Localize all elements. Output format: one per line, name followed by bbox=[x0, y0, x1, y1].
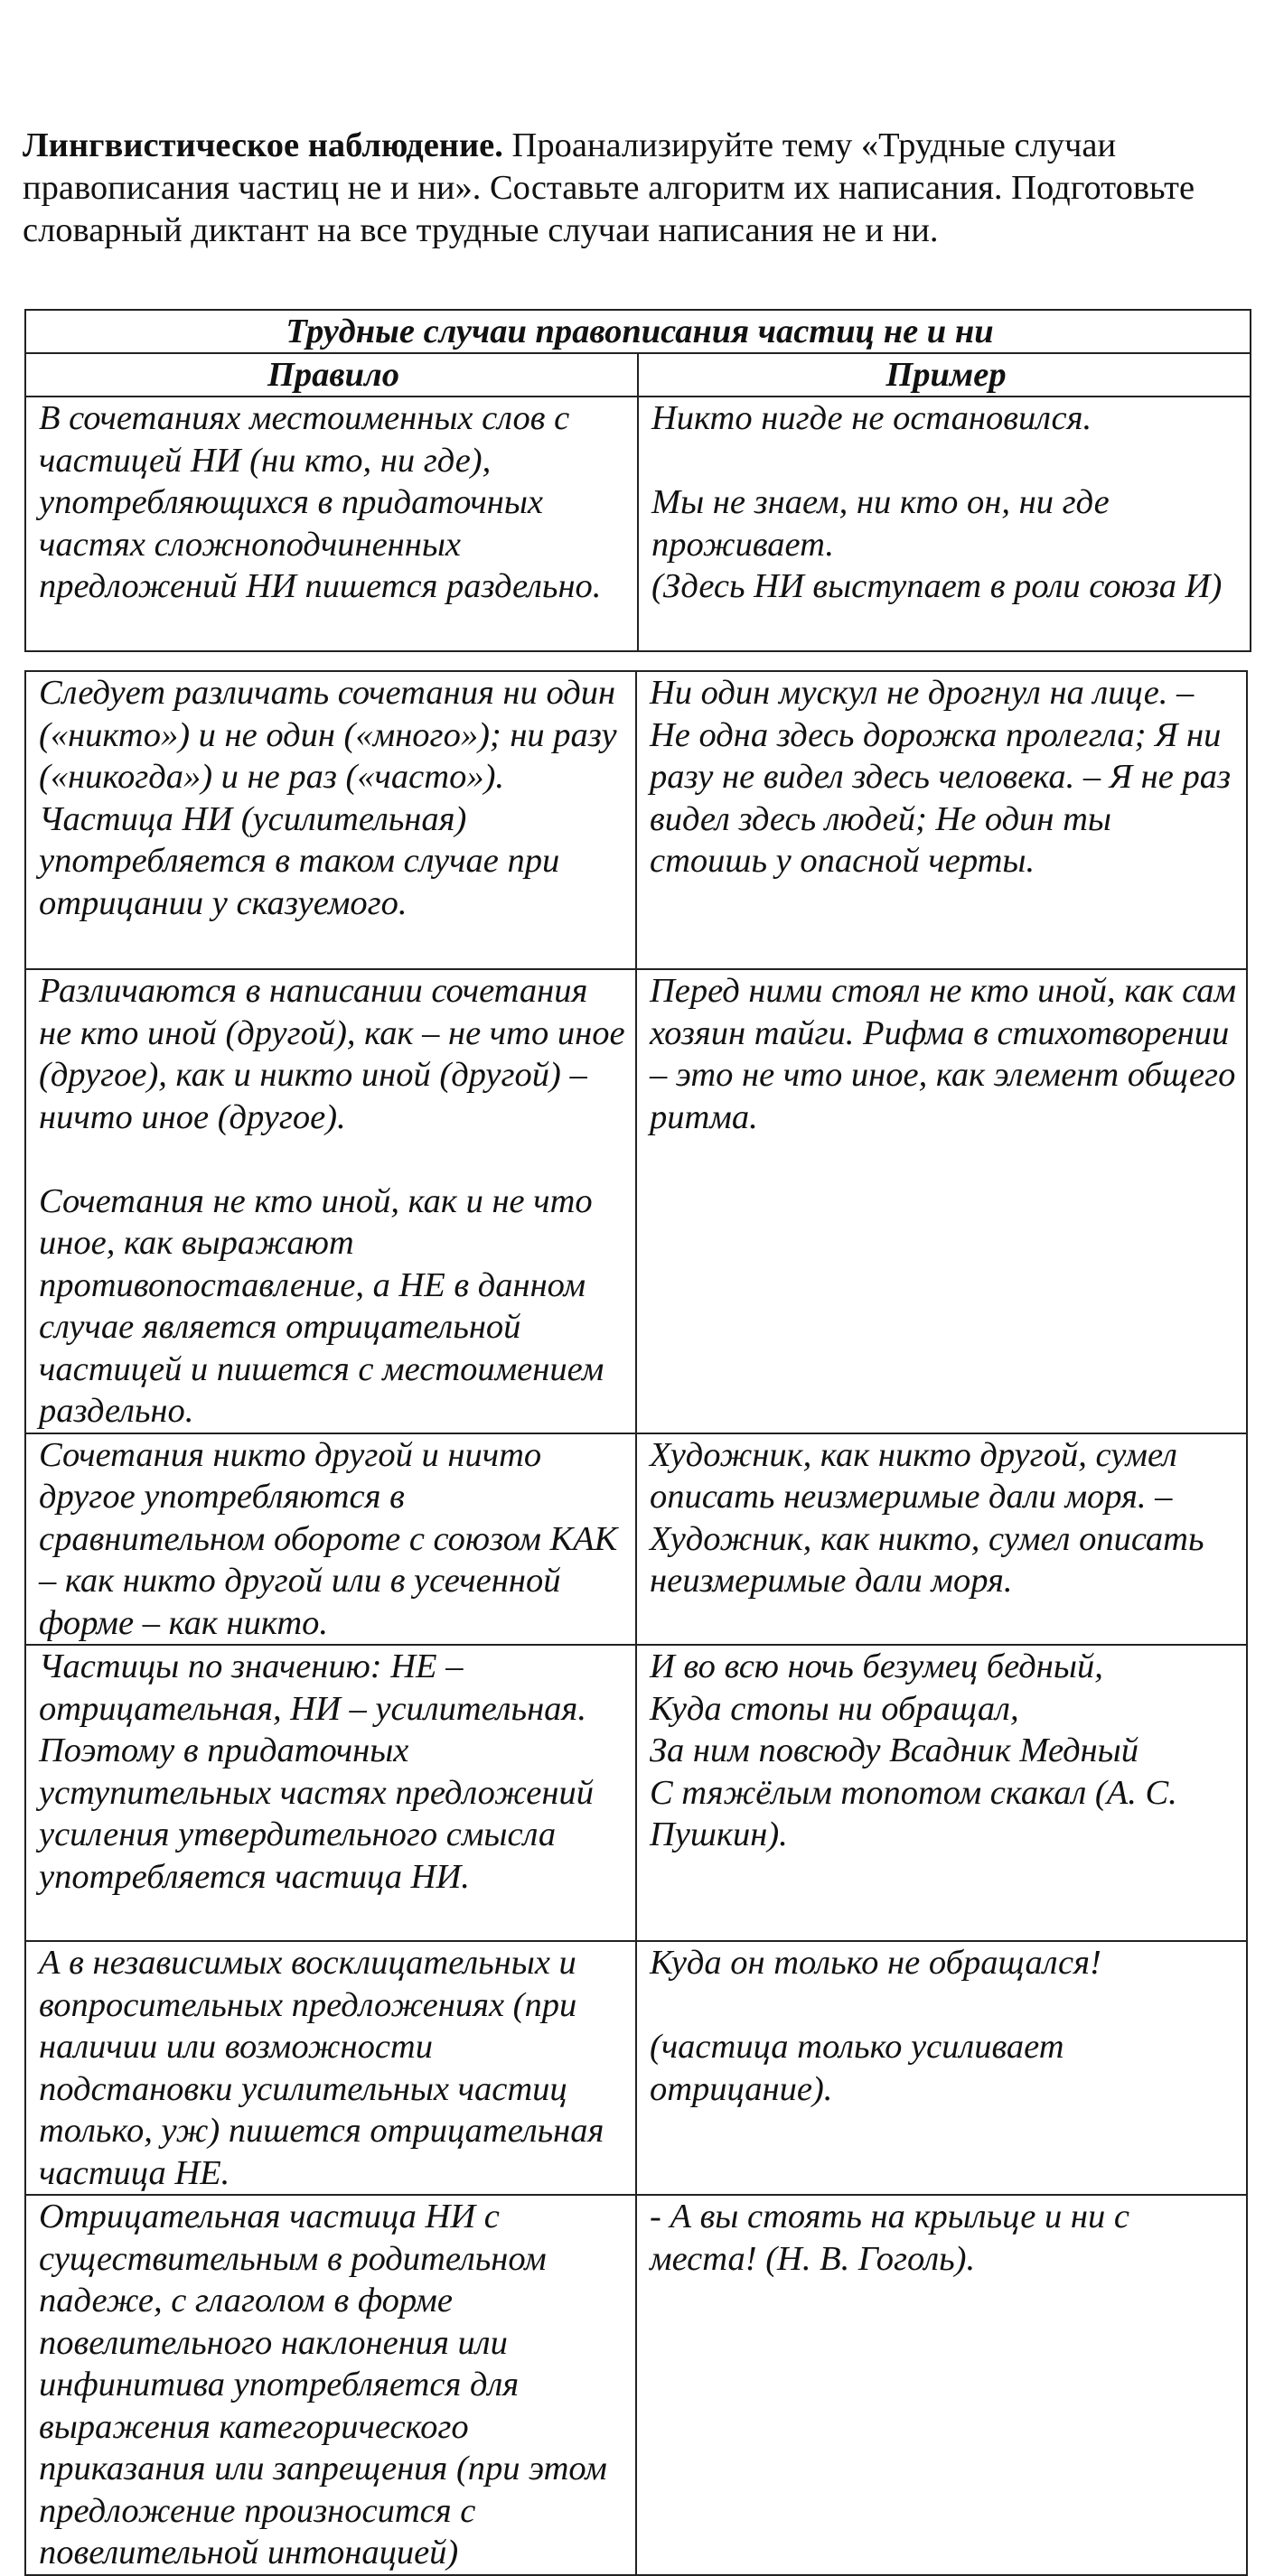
rule-cell: Следует различать сочетания ни один («никто») и не один («много»); ни разу («никогда») и не раз («часто»). Частица НИ (усилительная) употребляется в таком случае при отрицании у сказуемого. bbox=[25, 671, 636, 969]
example-cell: Куда он только не обращался! (частица только усиливает отрицание). bbox=[636, 1941, 1247, 2195]
example-cell: Никто нигде не остановился. Мы не знаем, ни кто он, ни где проживает. (Здесь НИ выступает в роли союза И) bbox=[638, 397, 1251, 651]
rule-cell: Частицы по значению: НЕ – отрицательная, НИ – усилительная. Поэтому в придаточных уступительных частях предложений усиления утвердительного смысла употребляется частица НИ. bbox=[25, 1645, 636, 1941]
task-title: Лингвистическое наблюдение. bbox=[23, 126, 503, 164]
example-cell: - А вы стоять на крыльце и ни с места! (Н. В. Гоголь). bbox=[636, 2195, 1247, 2575]
table-row bbox=[25, 1645, 1247, 1941]
column-header-example: Пример bbox=[638, 353, 1251, 397]
rules-table-header bbox=[24, 309, 1251, 652]
example-cell: Ни один мускул не дрогнул на лице. – Не одна здесь дорожка пролегла; Я ни разу не видел здесь человека. – Я не раз видел здесь людей; Не один ты стоишь у опасной черты. bbox=[636, 671, 1247, 969]
table-row bbox=[25, 1941, 1247, 2195]
column-header-rule: Правило bbox=[25, 353, 638, 397]
rule-cell: Отрицательная частица НИ с существительным в родительном падеже, с глаголом в форме повелительного наклонения или инфинитива употребляется для выражения категорического приказания или запрещения (при этом предложение произносится с повелительной интонацией) bbox=[25, 2195, 636, 2575]
table-row bbox=[25, 1433, 1247, 1646]
rule-cell: А в независимых восклицательных и вопросительных предложениях (при наличии или возможности подстановки усилительных частиц только, уж) пишется отрицательная частица НЕ. bbox=[25, 1941, 636, 2195]
rules-table bbox=[24, 670, 1248, 2576]
table-caption: Трудные случаи правописания частиц не и ни bbox=[25, 310, 1251, 353]
task-paragraph bbox=[23, 125, 1251, 252]
example-cell: Художник, как никто другой, сумел описать неизмеримые дали моря. – Художник, как никто, сумел описать неизмеримые дали моря. bbox=[636, 1433, 1247, 1646]
rule-cell: Сочетания никто другой и ничто другое употребляются в сравнительном обороте с союзом КАК – как никто другой или в усеченной форме – как никто. bbox=[25, 1433, 636, 1646]
rule-cell: В сочетаниях местоименных слов с частицей НИ (ни кто, ни где), употребляющихся в придаточных частях сложноподчиненных предложений НИ пишется раздельно. bbox=[25, 397, 638, 651]
task-text: Проанализируйте тему «Трудные случаи правописания частиц не и ни». Составьте алгоритм их написания. Подготовьте словарный диктант на все трудные случаи написания не и ни. bbox=[23, 126, 1195, 249]
table-row bbox=[25, 397, 1251, 651]
rule-cell: Различаются в написании сочетания не кто иной (другой), как – не что иное (другое), как и никто иной (другой) – ничто иное (другое). Сочетания не кто иной, как и не что иное, как выражают противопоставление, а НЕ в данном случае является отрицательной частицей и пишется с местоимением раздельно. bbox=[25, 969, 636, 1433]
table-row bbox=[25, 671, 1247, 969]
table-row bbox=[25, 969, 1247, 1433]
example-cell: И во всю ночь безумец бедный, Куда стопы ни обращал, За ним повсюду Всадник Медный С тяжёлым топотом скакал (А. С. Пушкин). bbox=[636, 1645, 1247, 1941]
example-cell: Перед ними стоял не кто иной, как сам хозяин тайги. Рифма в стихотворении – это не что иное, как элемент общего ритма. bbox=[636, 969, 1247, 1433]
table-row bbox=[25, 2195, 1247, 2575]
